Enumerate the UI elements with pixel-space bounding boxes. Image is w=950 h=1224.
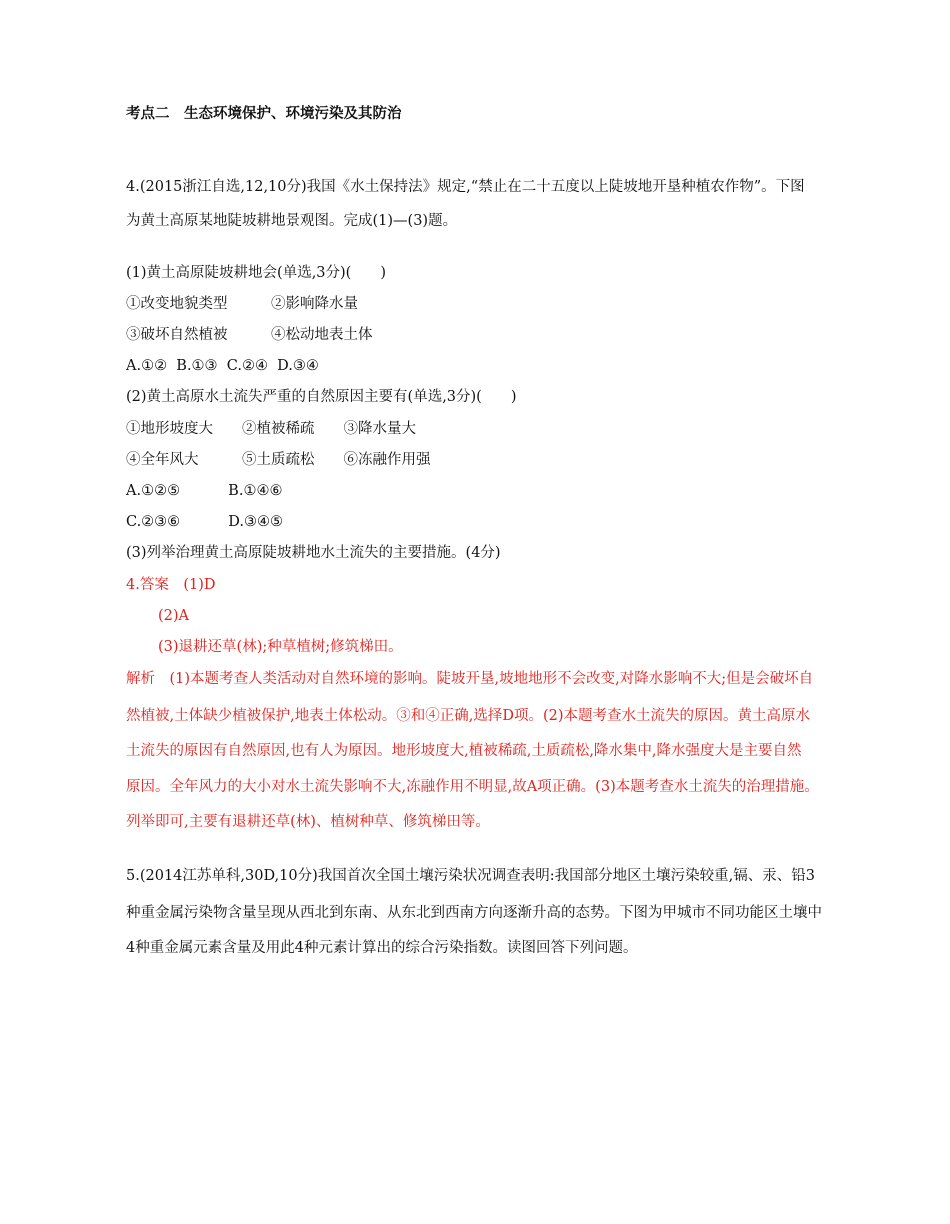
q4-sub1-choices: A.①② B.①③ C.②④ D.③④ bbox=[126, 358, 319, 374]
q5-stem-line-2: 种重金属污染物含量呈现从西北到东南、从东北到西南方向逐渐升高的态势。下图为甲城市不同功能区土壤中 bbox=[126, 905, 822, 921]
q4-analysis-line-5: 列举即可,主要有退耕还草(林)、植树种草、修筑梯田等。 bbox=[126, 814, 490, 830]
q5-stem-line-3: 4种重金属元素含量及用此4种元素计算出的综合污染指数。读图回答下列问题。 bbox=[126, 940, 638, 956]
q4-answer-line-2: (2)A bbox=[158, 608, 190, 624]
q4-stem-line-2: 为黄土高原某地陡坡耕地景观图。完成(1)—(3)题。 bbox=[126, 213, 458, 229]
q4-answer-line-1: 4.答案 (1)D bbox=[126, 577, 216, 593]
q4-stem-line-1: 4.(2015浙江自选,12,10分)我国《水土保持法》规定,“禁止在二十五度以上陡坡地开垦种植农作物”。下图 bbox=[126, 179, 805, 195]
q4-analysis-line-3: 土流失的原因有自然原因,也有人为原因。地形坡度大,植被稀疏,土质疏松,降水集中,降水强度大是主要自然 bbox=[126, 743, 802, 759]
q4-sub1-options-a: ①改变地貌类型 ②影响降水量 bbox=[126, 296, 358, 312]
q4-analysis-line-1: 解析 (1)本题考查人类活动对自然环境的影响。陡坡开垦,坡地地形不会改变,对降水影响不大;但是会破坏自 bbox=[126, 671, 814, 687]
q5-stem-line-1: 5.(2014江苏单科,30D,10分)我国首次全国土壤污染状况调查表明:我国部分地区土壤污染较重,镉、汞、铅3 bbox=[126, 868, 815, 884]
q4-sub2-choices-b: C.②③⑥ D.③④⑤ bbox=[126, 514, 284, 530]
q4-analysis-line-4: 原因。全年风力的大小对水土流失影响不大,冻融作用不明显,故A项正确。(3)本题考查水土流失的治理措施。 bbox=[126, 779, 819, 795]
q4-sub1-options-b: ③破坏自然植被 ④松动地表土体 bbox=[126, 327, 373, 343]
section-heading: 考点二 生态环境保护、环境污染及其防治 bbox=[126, 106, 402, 122]
q4-sub2-options-b: ④全年风大 ⑤土质疏松 ⑥冻融作用强 bbox=[126, 452, 431, 468]
q4-answer-line-3: (3)退耕还草(林);种草植树;修筑梯田。 bbox=[158, 639, 403, 655]
q4-analysis-line-2: 然植被,土体缺少植被保护,地表土体松动。③和④正确,选择D项。(2)本题考查水土流失的原因。黄土高原水 bbox=[126, 708, 810, 724]
q4-sub2-choices-a: A.①②⑤ B.①④⑥ bbox=[126, 483, 283, 499]
q4-sub2-question: (2)黄土高原水土流失严重的自然原因主要有(单选,3分)( ) bbox=[126, 389, 517, 405]
q4-sub1-question: (1)黄土高原陡坡耕地会(单选,3分)( ) bbox=[126, 265, 387, 281]
q4-sub3-question: (3)列举治理黄土高原陡坡耕地水土流失的主要措施。(4分) bbox=[126, 545, 501, 561]
q4-sub2-options-a: ①地形坡度大 ②植被稀疏 ③降水量大 bbox=[126, 421, 416, 437]
